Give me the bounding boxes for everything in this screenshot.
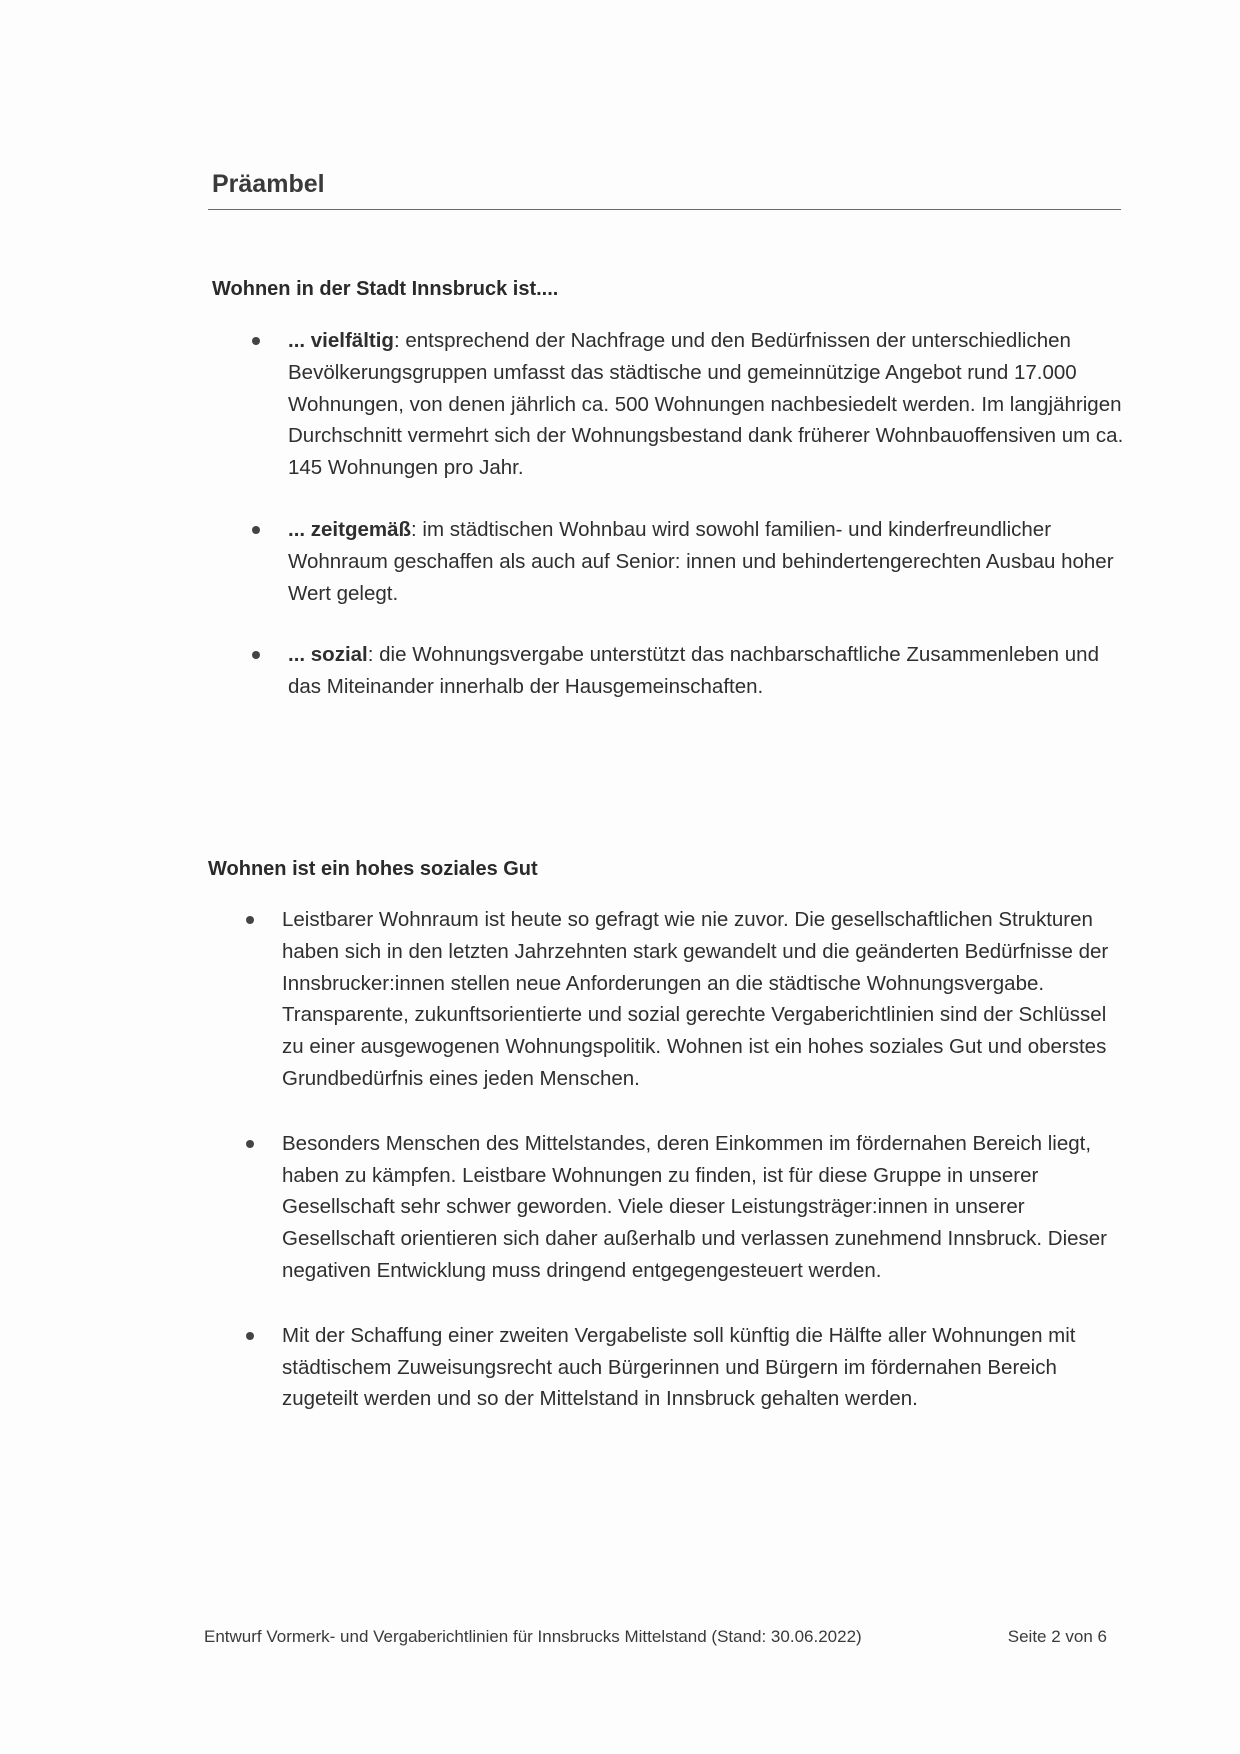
- list-item-lead: ... vielfältig: [288, 329, 394, 352]
- bullet-list-soziales-gut: [240, 904, 1130, 1448]
- footer-document-title: Entwurf Vormerk- und Vergaberichtlinien für Innsbrucks Mittelstand (Stand: 30.06.2022): [204, 1627, 862, 1646]
- list-item: [246, 325, 1126, 484]
- bullet-icon: [246, 916, 254, 924]
- page-title: Präambel: [212, 170, 325, 198]
- bullet-icon: [252, 337, 260, 345]
- list-item-text: Besonders Menschen des Mittelstandes, deren Einkommen im fördernahen Bereich liegt, haben zu kämpfen. Leistbare Wohnungen zu finden, ist für diese Gruppe in unserer Gesellschaft sehr schwer geworden. Viele dieser Leistungsträger:innen in unserer Gesellschaft orientieren sich daher außerhalb und verlassen zunehmend Innsbruck. Dieser negativen Entwicklung muss dringend entgegengesteuert werden.: [282, 1131, 1108, 1282]
- list-item-text: : entsprechend der Nachfrage und den Bedürfnissen der unterschiedlichen Bevölkerungsgruppen umfasst das städtische und gemeinnützige Angebot rund 17.000 Wohnungen, von denen jährlich ca. 500 Wohnungen nachbesiedelt werden. Im langjährigen Durchschnitt vermehrt sich der Wohnungsbestand dank früherer Wohnbauoffensiven um ca. 145 Wohnungen pro Jahr.: [288, 329, 1124, 480]
- list-item-text: : im städtischen Wohnbau wird sowohl familien- und kinderfreundlicher Wohnraum geschaffen als auch auf Senior: innen und behindertengerechten Ausbau hoher Wert gelegt.: [288, 517, 1114, 605]
- title-divider: [208, 209, 1121, 210]
- list-item: [240, 1320, 1130, 1415]
- list-item: [246, 514, 1126, 609]
- bullet-icon: [252, 651, 260, 659]
- bullet-icon: [252, 526, 260, 534]
- list-item: [240, 904, 1130, 1095]
- list-item-text: Leistbarer Wohnraum ist heute so gefragt wie nie zuvor. Die gesellschaftlichen Strukturen haben sich in den letzten Jahrzehnten stark gewandelt und die geänderten Bedürfnisse der Innsbrucker:innen stellen neue Anforderungen an die städtische Wohnungsvergabe. Transparente, zukunftsorientierte und sozial gerechte Vergaberichtlinien sind der Schlüssel zu einer ausgewogenen Wohnungspolitik. Wohnen ist ein hohes soziales Gut und oberstes Grundbedürfnis eines jeden Menschen.: [282, 908, 1109, 1090]
- section-heading-soziales-gut: Wohnen ist ein hohes soziales Gut: [208, 858, 538, 880]
- bullet-list-wohnen-in-innsbruck: [246, 325, 1126, 733]
- list-item-lead: ... zeitgemäß: [288, 517, 412, 541]
- footer-page-number: Seite 2 von 6: [1007, 1627, 1107, 1646]
- bullet-icon: [246, 1140, 254, 1148]
- list-item-text: Mit der Schaffung einer zweiten Vergabeliste soll künftig die Hälfte aller Wohnungen mit städtischem Zuweisungsrecht auch Bürgerinnen und Bürgern im fördernahen Bereich zugeteilt werden und so der Mittelstand in Innsbruck gehalten werden.: [282, 1323, 1076, 1411]
- list-item-text: : die Wohnungsvergabe unterstützt das nachbarschaftliche Zusammenleben und das Miteinander innerhalb der Hausgemeinschaften.: [288, 643, 1099, 699]
- list-item: [240, 1128, 1130, 1287]
- bullet-icon: [246, 1332, 254, 1340]
- list-item-lead: ... sozial: [288, 643, 368, 667]
- section-heading-wohnen-in-innsbruck: Wohnen in der Stadt Innsbruck ist....: [212, 278, 559, 300]
- list-item: [246, 639, 1126, 703]
